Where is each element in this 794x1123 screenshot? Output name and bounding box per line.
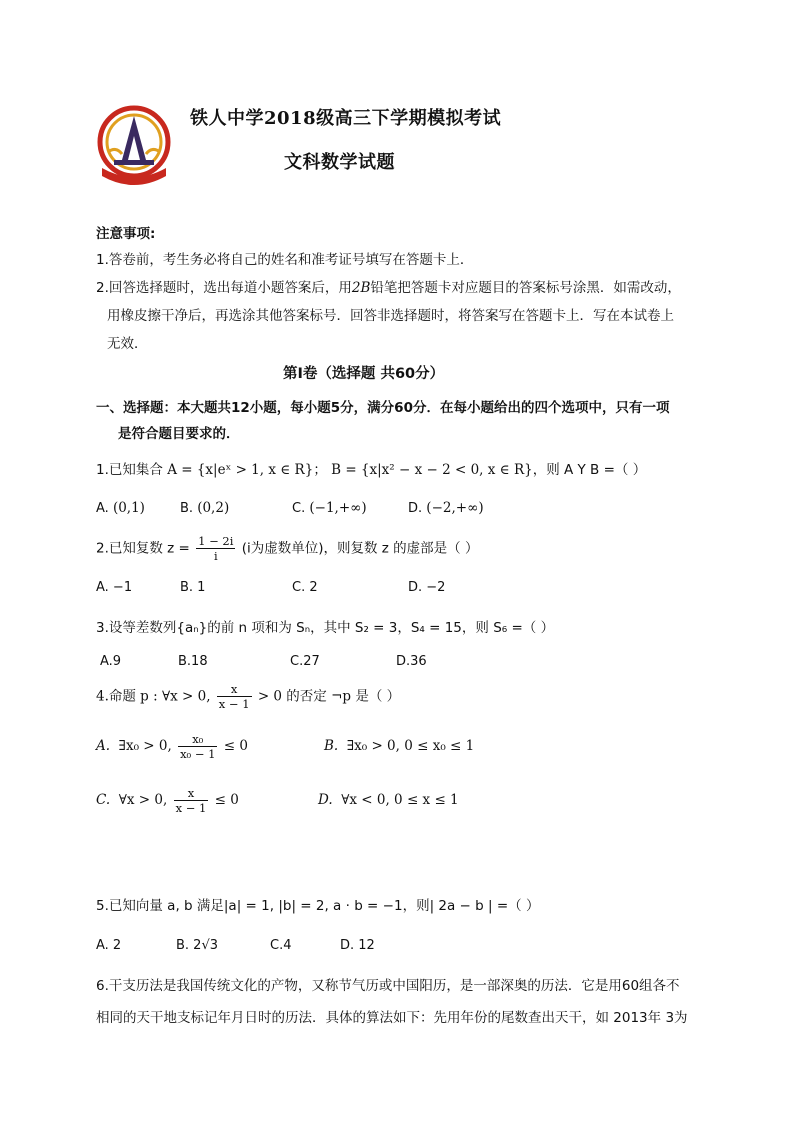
question-2: 2.已知复数 z = $\frac{1 - 2i}{i}$ (i为虚数单位)，则复数 z 的虚部是（ ） [96,534,479,563]
notice-item-2-line-2: 用橡皮擦干净后，再选涂其他答案标号．回答非选择题时，将答案写在答题卡上．写在本试卷上 [107,308,674,324]
q5-option-d[interactable]: D. 12 [340,938,375,953]
notice-heading: 注意事项: [96,226,156,242]
q3-option-d[interactable]: D.36 [396,654,427,669]
question-4: 4.命题 p : ∀x > 0, $\frac{x}{x - 1}$ > 0 的否定 ¬p 是（ ） [96,682,401,711]
q3-option-c[interactable]: C.27 [290,654,320,669]
exam-title: 铁人中学2018级高三下学期模拟考试 [190,108,502,129]
notice-item-2-line-1: 2.回答选择题时，选出每道小题答案后，用2B铅笔把答题卡对应题目的答案标号涂黑．如需改动， [96,280,681,296]
exam-subtitle: 文科数学试题 [284,152,395,173]
notice-item-1: 1.答卷前，考生务必将自己的姓名和准考证号填写在答题卡上． [96,252,474,268]
question-1: 1.已知集合 A = {x|eˣ > 1, x ∈ R}； B = {x|x² − x − 2 < 0, x ∈ R}，则 A Y B =（ ） [96,462,647,478]
q2-option-d[interactable]: D. −2 [408,580,446,595]
q3-option-b[interactable]: B.18 [178,654,208,669]
q1-option-b[interactable]: B. (0,2) [180,500,230,516]
pencil-grade: 2B [351,280,371,296]
question-6-line-1: 6.干支历法是我国传统文化的产物，又称节气历或中国阳历，是一部深奥的历法．它是用60组各不 [96,978,680,994]
q3-option-a[interactable]: A.9 [100,654,122,669]
q2-option-a[interactable]: A. −1 [96,580,133,595]
question-5: 5.已知向量 a, b 满足|a| = 1, |b| = 2, a · b = −1，则| 2a − b | =（ ） [96,898,540,914]
q1-option-c[interactable]: C. (−1,+∞) [292,500,367,516]
section-title: 第Ⅰ卷（选择题 共60分） [283,366,445,382]
notice-item-2-line-3: 无效． [107,336,148,352]
q1-option-a[interactable]: A. (0,1) [96,500,145,516]
question-6-line-2: 相同的天干地支标记年月日时的历法．具体的算法如下：先用年份的尾数查出天干，如 2013年 3为 [96,1010,688,1026]
q5-option-c[interactable]: C.4 [270,938,292,953]
section-instruction-line-1: 一、选择题：本大题共12小题，每小题5分，满分60分．在每小题给出的四个选项中，只有一项 [96,400,670,416]
question-3: 3.设等差数列{aₙ}的前 n 项和为 Sₙ，其中 S₂ = 3，S₄ = 15，则 S₆ =（ ） [96,620,555,636]
q4-option-a[interactable]: A. ∃x₀ > 0, $\frac{\text{x₀}}{\text{x₀ − 1}}$ ≤ 0 [96,732,248,761]
set-a: A = {x|eˣ > 1, x ∈ R} [167,462,314,478]
q5-option-a[interactable]: A. 2 [96,938,122,953]
q2-option-c[interactable]: C. 2 [292,580,318,595]
q4-option-c[interactable]: C. ∀x > 0, $\frac{x}{x - 1}$ ≤ 0 [96,786,239,815]
q2-option-b[interactable]: B. 1 [180,580,206,595]
school-logo [96,102,172,192]
set-b: B = {x|x² − x − 2 < 0, x ∈ R} [331,462,533,478]
q4-option-d[interactable]: D. ∀x < 0, 0 ≤ x ≤ 1 [318,792,459,808]
q5-option-b[interactable]: B. 2√3 [176,938,219,953]
section-instruction-line-2: 是符合题目要求的． [118,426,240,442]
q1-option-d[interactable]: D. (−2,+∞) [408,500,484,516]
q4-option-b[interactable]: B. ∃x₀ > 0, 0 ≤ x₀ ≤ 1 [324,738,475,754]
